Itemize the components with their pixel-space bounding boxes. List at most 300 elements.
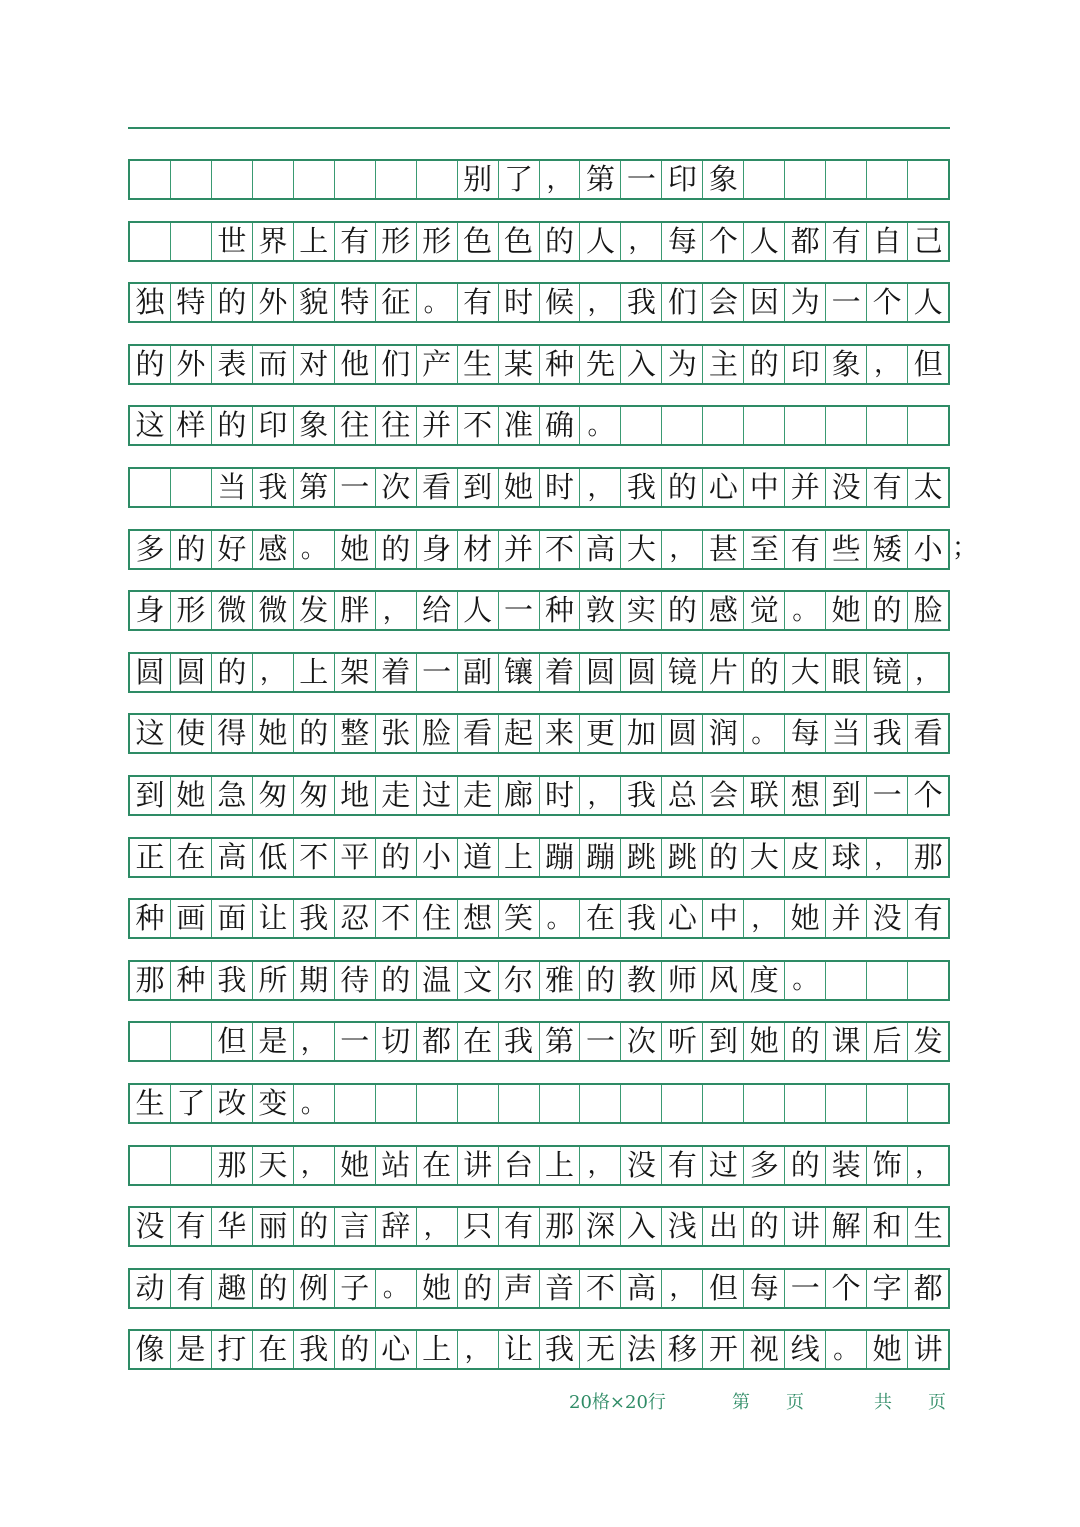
grid-cell <box>375 1085 416 1122</box>
grid-cell: ， <box>252 654 293 691</box>
grid-row <box>128 1206 950 1247</box>
grid-cell <box>130 1023 170 1060</box>
grid-cell: 无 <box>579 1331 620 1368</box>
grid-cell: 加 <box>620 715 661 752</box>
grid-cell: 脸 <box>416 715 457 752</box>
grid-cell <box>825 407 866 444</box>
grid-cell: 到 <box>135 778 165 812</box>
grid-cell: 架 <box>334 654 375 691</box>
grid-cell: 入 <box>620 346 661 383</box>
grid-cell: 更 <box>579 715 620 752</box>
grid-cell: 急 <box>211 777 252 814</box>
grid-cell: 有 <box>825 223 866 260</box>
grid-cell: 正 <box>135 839 165 874</box>
grid-cell: 面 <box>211 900 252 937</box>
grid-cell: 过 <box>702 1147 743 1184</box>
grid-cell: 我 <box>498 1023 539 1060</box>
grid-cell: 会 <box>702 777 743 814</box>
grid-cell: 这 <box>135 716 165 751</box>
grid-cell: 外 <box>170 346 211 383</box>
grid-cell <box>252 161 293 198</box>
grid-cell: 在 <box>457 1023 498 1060</box>
grid-cell: 的 <box>252 1270 293 1307</box>
grid-cell: 期 <box>293 962 334 999</box>
grid-cell: 她 <box>866 1331 907 1368</box>
grid-cell: 候 <box>539 284 580 321</box>
grid-cell <box>170 161 211 198</box>
grid-cell: 甚 <box>702 531 743 568</box>
grid-cell: ， <box>457 1331 498 1368</box>
grid-cell: 矮 <box>866 531 907 568</box>
grid-cell: 看 <box>907 715 948 752</box>
grid-cell: 站 <box>375 1147 416 1184</box>
grid-cell: 的 <box>743 346 784 383</box>
grid-cell <box>743 407 784 444</box>
grid-row <box>128 1021 950 1062</box>
grid-cell: 征 <box>375 284 416 321</box>
grid-cell: 。 <box>375 1270 416 1307</box>
grid-cell: 小 <box>907 531 948 568</box>
grid-cell <box>825 962 866 999</box>
grid-cell: 住 <box>416 900 457 937</box>
grid-cell: 个 <box>825 1270 866 1307</box>
footer-grid-spec: 20格×20行 <box>569 1392 666 1413</box>
grid-cell: 高 <box>211 839 252 876</box>
grid-row <box>128 344 950 385</box>
grid-cell <box>907 962 948 999</box>
grid-cell: 发 <box>293 592 334 629</box>
grid-cell: 的 <box>784 1147 825 1184</box>
grid-cell: 看 <box>416 469 457 506</box>
grid-cell: 个 <box>907 777 948 814</box>
grid-cell: 移 <box>661 1331 702 1368</box>
grid-cell: 的 <box>293 1208 334 1245</box>
grid-cell: 些 <box>825 531 866 568</box>
grid-cell: ， <box>539 161 580 198</box>
grid-cell: 跳 <box>620 839 661 876</box>
grid-cell: 胖 <box>334 592 375 629</box>
grid-cell: 每 <box>743 1270 784 1307</box>
grid-cell: 有 <box>784 531 825 568</box>
grid-cell: 圆 <box>661 715 702 752</box>
grid-cell: 联 <box>743 777 784 814</box>
grid-cell: 我 <box>620 469 661 506</box>
grid-cell: 身 <box>135 593 165 628</box>
grid-cell: 的 <box>375 531 416 568</box>
grid-cell: 特 <box>334 284 375 321</box>
grid-cell: 一 <box>866 777 907 814</box>
grid-cell: ， <box>907 654 948 691</box>
grid-row <box>128 282 950 323</box>
grid-cell: 没 <box>866 900 907 937</box>
grid-cell: 形 <box>170 592 211 629</box>
grid-cell <box>170 223 211 260</box>
grid-cell: 有 <box>498 1208 539 1245</box>
grid-cell: 低 <box>252 839 293 876</box>
grid-cell: 都 <box>416 1023 457 1060</box>
grid-cell: 。 <box>579 407 620 444</box>
grid-cell: 的 <box>211 654 252 691</box>
grid-cell <box>539 1085 580 1122</box>
grid-cell: 所 <box>252 962 293 999</box>
grid-cell: 第 <box>579 161 620 198</box>
grid-cell: 的 <box>784 1023 825 1060</box>
grid-cell: 中 <box>702 900 743 937</box>
grid-cell: 己 <box>907 223 948 260</box>
grid-cell: 变 <box>252 1085 293 1122</box>
grid-cell <box>170 1023 211 1060</box>
grid-cell: 的 <box>743 1208 784 1245</box>
grid-cell: 的 <box>866 592 907 629</box>
grid-cell: 的 <box>135 346 165 381</box>
footer-total-pages: 共 页 <box>874 1392 946 1413</box>
grid-cell: 一 <box>825 284 866 321</box>
grid-cell: 雅 <box>539 962 580 999</box>
grid-cell: 那 <box>211 1147 252 1184</box>
grid-cell <box>498 1085 539 1122</box>
grid-cell: 有 <box>661 1147 702 1184</box>
grid-cell: 声 <box>498 1270 539 1307</box>
grid-cell: ， <box>661 1270 702 1307</box>
grid-cell: 只 <box>457 1208 498 1245</box>
grid-cell: 而 <box>252 346 293 383</box>
grid-cell <box>170 1147 211 1184</box>
grid-cell: ， <box>579 777 620 814</box>
grid-cell: 往 <box>334 407 375 444</box>
grid-cell <box>743 1085 784 1122</box>
grid-cell: 这 <box>135 408 165 443</box>
grid-cell: 界 <box>252 223 293 260</box>
grid-cell: 敦 <box>579 592 620 629</box>
grid-cell: ， <box>579 469 620 506</box>
grid-cell <box>334 161 375 198</box>
grid-cell: 自 <box>866 223 907 260</box>
grid-cell: 种 <box>170 962 211 999</box>
grid-cell: ， <box>293 1023 334 1060</box>
grid-cell: 大 <box>620 531 661 568</box>
grid-cell: 我 <box>866 715 907 752</box>
grid-cell <box>784 407 825 444</box>
grid-cell: 但 <box>211 1023 252 1060</box>
grid-cell: 多 <box>743 1147 784 1184</box>
grid-cell: 都 <box>907 1270 948 1307</box>
grid-cell: 外 <box>252 284 293 321</box>
grid-cell: 生 <box>457 346 498 383</box>
grid-cell <box>130 223 170 260</box>
grid-cell: 并 <box>784 469 825 506</box>
grid-cell: 浅 <box>661 1208 702 1245</box>
grid-cell: 不 <box>375 900 416 937</box>
grid-cell: 会 <box>702 284 743 321</box>
grid-cell: 趣 <box>211 1270 252 1307</box>
grid-cell <box>907 161 948 198</box>
grid-cell: 好 <box>211 531 252 568</box>
grid-cell: 表 <box>211 346 252 383</box>
grid-cell: 的 <box>661 592 702 629</box>
grid-cell <box>866 1085 907 1122</box>
grid-cell: 她 <box>825 592 866 629</box>
grid-cell: 教 <box>620 962 661 999</box>
grid-cell: 准 <box>498 407 539 444</box>
grid-cell: 。 <box>293 1085 334 1122</box>
grid-cell: 得 <box>211 715 252 752</box>
grid-cell: 的 <box>579 962 620 999</box>
grid-cell: 确 <box>539 407 580 444</box>
grid-cell <box>579 1085 620 1122</box>
grid-cell: 在 <box>252 1331 293 1368</box>
grid-cell: 入 <box>620 1208 661 1245</box>
grid-cell: 平 <box>334 839 375 876</box>
grid-cell: 尔 <box>498 962 539 999</box>
grid-cell: 我 <box>211 962 252 999</box>
grid-cell: 的 <box>375 962 416 999</box>
grid-cell: 上 <box>539 1147 580 1184</box>
grid-cell: 那 <box>135 962 165 997</box>
grid-cell: 人 <box>579 223 620 260</box>
grid-cell: 让 <box>498 1331 539 1368</box>
grid-row <box>128 1145 950 1186</box>
grid-cell <box>866 962 907 999</box>
grid-cell: 片 <box>702 654 743 691</box>
grid-cell: ， <box>907 1147 948 1184</box>
grid-cell: 不 <box>579 1270 620 1307</box>
grid-cell: 高 <box>579 531 620 568</box>
grid-cell: 太 <box>907 469 948 506</box>
grid-cell: 字 <box>866 1270 907 1307</box>
grid-cell: 没 <box>620 1147 661 1184</box>
grid-cell: 产 <box>416 346 457 383</box>
grid-cell: 独 <box>135 285 165 320</box>
grid-cell: 上 <box>498 839 539 876</box>
grid-cell: 并 <box>498 531 539 568</box>
grid-cell: 生 <box>135 1086 165 1120</box>
grid-cell: 改 <box>211 1085 252 1122</box>
top-rule <box>128 127 950 129</box>
grid-cell: 的 <box>375 839 416 876</box>
grid-cell: 第 <box>293 469 334 506</box>
grid-cell: ， <box>579 284 620 321</box>
grid-cell: 有 <box>170 1208 211 1245</box>
grid-cell <box>130 161 170 198</box>
grid-cell: 世 <box>211 223 252 260</box>
grid-cell: 跳 <box>661 839 702 876</box>
grid-cell: 有 <box>170 1270 211 1307</box>
grid-cell: 不 <box>293 839 334 876</box>
grid-cell: 待 <box>334 962 375 999</box>
grid-cell: 她 <box>498 469 539 506</box>
grid-cell: 开 <box>702 1331 743 1368</box>
grid-cell <box>130 1147 170 1184</box>
grid-cell: 一 <box>784 1270 825 1307</box>
grid-cell: ， <box>416 1208 457 1245</box>
grid-cell: 我 <box>620 284 661 321</box>
grid-cell <box>825 1085 866 1122</box>
grid-cell: 大 <box>784 654 825 691</box>
grid-cell <box>416 161 457 198</box>
grid-cell: 她 <box>252 715 293 752</box>
grid-cell: 一 <box>334 1023 375 1060</box>
grid-cell <box>702 407 743 444</box>
grid-cell: 但 <box>702 1270 743 1307</box>
grid-cell: 种 <box>135 901 165 936</box>
grid-cell: 上 <box>293 223 334 260</box>
grid-cell: 走 <box>457 777 498 814</box>
grid-cell: 了 <box>170 1085 211 1122</box>
grid-cell: 讲 <box>457 1147 498 1184</box>
grid-cell: 至 <box>743 531 784 568</box>
grid-cell <box>130 469 170 506</box>
grid-cell: 我 <box>252 469 293 506</box>
grid-cell: 时 <box>539 469 580 506</box>
grid-cell: 她 <box>743 1023 784 1060</box>
grid-cell <box>620 1085 661 1122</box>
grid-cell: 没 <box>825 469 866 506</box>
grid-cell: 例 <box>293 1270 334 1307</box>
grid-cell <box>825 161 866 198</box>
grid-cell: 在 <box>579 900 620 937</box>
grid-cell: 让 <box>252 900 293 937</box>
grid-cell: 台 <box>498 1147 539 1184</box>
grid-cell: 的 <box>293 715 334 752</box>
grid-cell: 整 <box>334 715 375 752</box>
grid-cell: 小 <box>416 839 457 876</box>
grid-cell: 镜 <box>866 654 907 691</box>
grid-cell: 的 <box>702 839 743 876</box>
grid-cell: 们 <box>375 346 416 383</box>
grid-cell: 那 <box>907 839 948 876</box>
grid-cell: 身 <box>416 531 457 568</box>
grid-cell: 象 <box>293 407 334 444</box>
grid-cell: 到 <box>702 1023 743 1060</box>
grid-cell: 子 <box>334 1270 375 1307</box>
grid-cell: 人 <box>457 592 498 629</box>
grid-cell: 。 <box>416 284 457 321</box>
grid-cell: 她 <box>170 777 211 814</box>
grid-cell: 。 <box>743 715 784 752</box>
grid-cell: 着 <box>375 654 416 691</box>
grid-row <box>128 1083 950 1124</box>
grid-row <box>128 405 950 446</box>
grid-cell: 课 <box>825 1023 866 1060</box>
grid-cell: 走 <box>375 777 416 814</box>
grid-cell: 蹦 <box>579 839 620 876</box>
grid-cell: ， <box>866 839 907 876</box>
grid-cell: 种 <box>539 346 580 383</box>
grid-cell: 次 <box>375 469 416 506</box>
grid-cell: 某 <box>498 346 539 383</box>
grid-cell: 一 <box>416 654 457 691</box>
grid-cell: 天 <box>252 1147 293 1184</box>
grid-cell: 心 <box>661 900 702 937</box>
grid-cell: 生 <box>907 1208 948 1245</box>
grid-cell: 饰 <box>866 1147 907 1184</box>
grid-cell: 我 <box>293 1331 334 1368</box>
grid-cell: 心 <box>702 469 743 506</box>
grid-cell: 感 <box>702 592 743 629</box>
grid-cell: 画 <box>170 900 211 937</box>
grid-cell: 但 <box>907 346 948 383</box>
grid-cell: 球 <box>825 839 866 876</box>
grid-row <box>128 837 950 878</box>
grid-cell: 微 <box>211 592 252 629</box>
grid-cell: 使 <box>170 715 211 752</box>
grid-cell: 我 <box>539 1331 580 1368</box>
grid-cell: 讲 <box>784 1208 825 1245</box>
grid-cell: 。 <box>784 962 825 999</box>
grid-cell: 主 <box>702 346 743 383</box>
grid-cell: 出 <box>702 1208 743 1245</box>
grid-cell: 我 <box>620 777 661 814</box>
grid-cell: 地 <box>334 777 375 814</box>
grid-cell: 并 <box>825 900 866 937</box>
grid-cell: 的 <box>743 654 784 691</box>
grid-cell: 风 <box>702 962 743 999</box>
grid-cell <box>866 407 907 444</box>
grid-cell: ， <box>579 1147 620 1184</box>
grid-cell <box>211 161 252 198</box>
grid-cell: 有 <box>457 284 498 321</box>
grid-cell: 是 <box>170 1331 211 1368</box>
grid-cell: 眼 <box>825 654 866 691</box>
grid-cell: 形 <box>416 223 457 260</box>
grid-cell: 时 <box>498 284 539 321</box>
grid-cell: 一 <box>334 469 375 506</box>
grid-cell: 到 <box>457 469 498 506</box>
grid-cell: 第 <box>539 1023 580 1060</box>
grid-cell: 蹦 <box>539 839 580 876</box>
grid-cell: 多 <box>135 531 165 566</box>
grid-cell: 给 <box>416 592 457 629</box>
grid-cell: 。 <box>784 592 825 629</box>
grid-row <box>128 467 950 508</box>
grid-cell: 对 <box>293 346 334 383</box>
grid-row <box>128 221 950 262</box>
grid-cell: 过 <box>416 777 457 814</box>
grid-cell: 色 <box>498 223 539 260</box>
grid-cell: 的 <box>211 284 252 321</box>
grid-cell: 匆 <box>293 777 334 814</box>
grid-cell: 了 <box>498 161 539 198</box>
grid-cell: 华 <box>211 1208 252 1245</box>
grid-cell: 印 <box>252 407 293 444</box>
grid-cell: 实 <box>620 592 661 629</box>
grid-cell: 润 <box>702 715 743 752</box>
grid-cell: 廊 <box>498 777 539 814</box>
grid-cell <box>293 161 334 198</box>
grid-cell: 有 <box>907 900 948 937</box>
grid-cell <box>743 161 784 198</box>
grid-cell: 貌 <box>293 284 334 321</box>
grid-cell: 他 <box>334 346 375 383</box>
grid-cell: 微 <box>252 592 293 629</box>
grid-cell: 想 <box>784 777 825 814</box>
grid-cell: ， <box>866 346 907 383</box>
grid-cell: 张 <box>375 715 416 752</box>
grid-cell <box>661 1085 702 1122</box>
grid-cell: 皮 <box>784 839 825 876</box>
grid-cell: 不 <box>539 531 580 568</box>
grid-cell: 当 <box>825 715 866 752</box>
grid-cell: 样 <box>170 407 211 444</box>
grid-cell: 觉 <box>743 592 784 629</box>
grid-cell: 解 <box>825 1208 866 1245</box>
grid-cell: 线 <box>784 1331 825 1368</box>
grid-cell: 忍 <box>334 900 375 937</box>
grid-cell: 每 <box>784 715 825 752</box>
grid-cell: 。 <box>539 900 580 937</box>
grid-cell: 圆 <box>170 654 211 691</box>
grid-cell: 一 <box>620 161 661 198</box>
